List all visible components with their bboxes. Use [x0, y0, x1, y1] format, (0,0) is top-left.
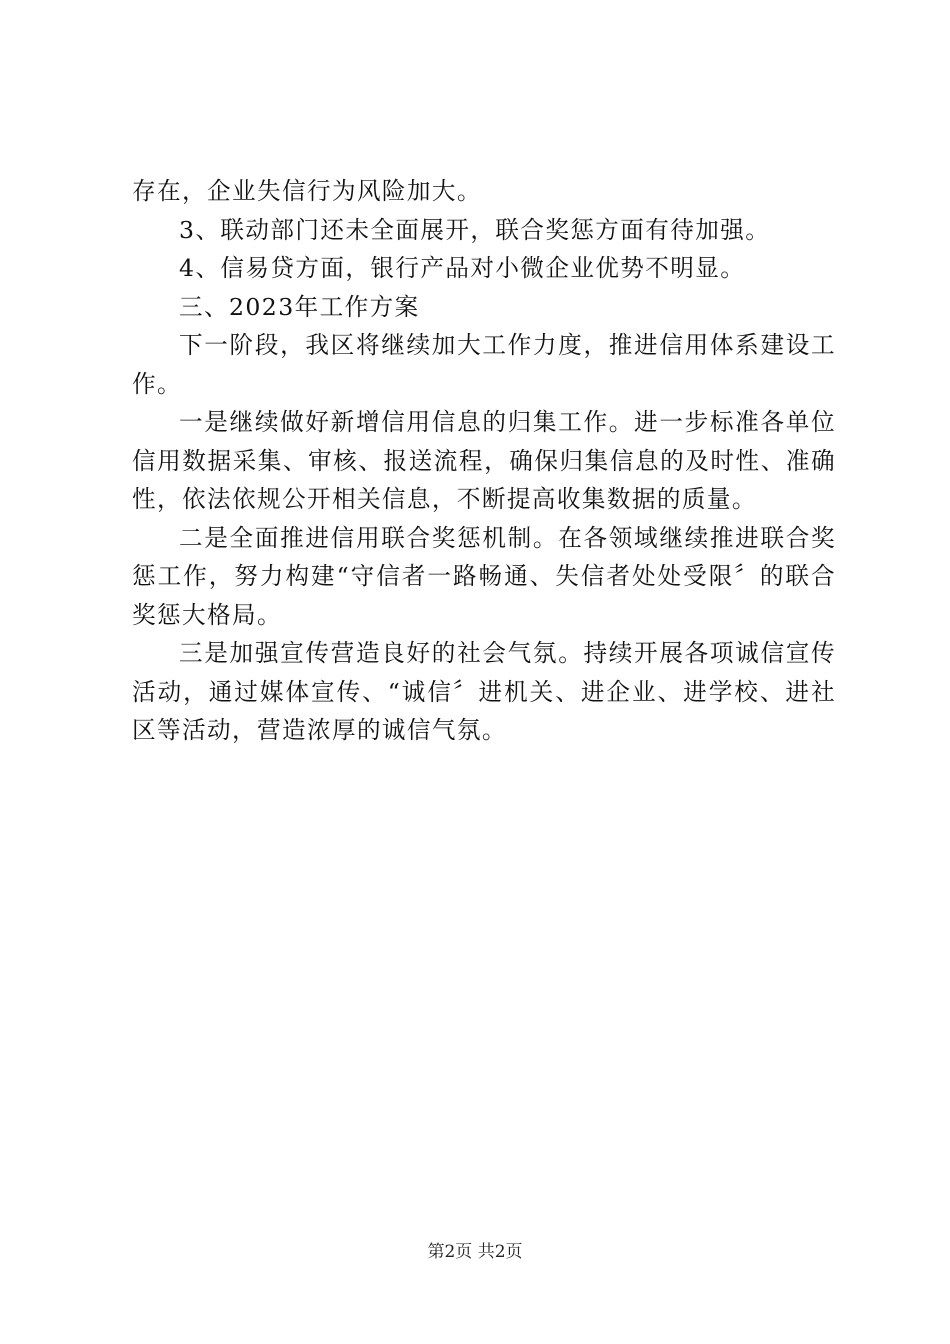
- paragraph-continuation: 存在，企业失信行为风险加大。: [132, 177, 482, 205]
- paragraph-issue-4: 4、信易贷方面，银行产品对小微企业优势不明显。: [179, 254, 746, 282]
- page-number-footer: 第2页 共2页: [427, 1242, 523, 1262]
- paragraph-plan-2: 二是全面推进信用联合奖惩机制。在各领域继续推进联合奖惩工作，努力构建“守信者一路畅通、失信者处处受限〞的联合奖惩大格局。: [132, 523, 836, 629]
- paragraph-plan-3: 三是加强宣传营造良好的社会气氛。持续开展各项诚信宣传活动，通过媒体宣传、“诚信〞进机关、进企业、进学校、进社区等活动，营造浓厚的诚信气氛。: [132, 639, 836, 744]
- section-heading-2023-plan: 三、2023年工作方案: [179, 292, 420, 321]
- paragraph-next-stage: 下一阶段，我区将继续加大工作力度，推进信用体系建设工作。: [132, 331, 836, 398]
- paragraph-issue-3: 3、联动部门还未全面展开，联合奖惩方面有待加强。: [179, 215, 771, 244]
- paragraph-plan-1: 一是继续做好新增信用信息的归集工作。进一步标准各单位信用数据采集、审核、报送流程，确保归集信息的及时性、准确性，依法依规公开相关信息，不断提高收集数据的质量。: [132, 408, 836, 513]
- document-body: [132, 172, 836, 750]
